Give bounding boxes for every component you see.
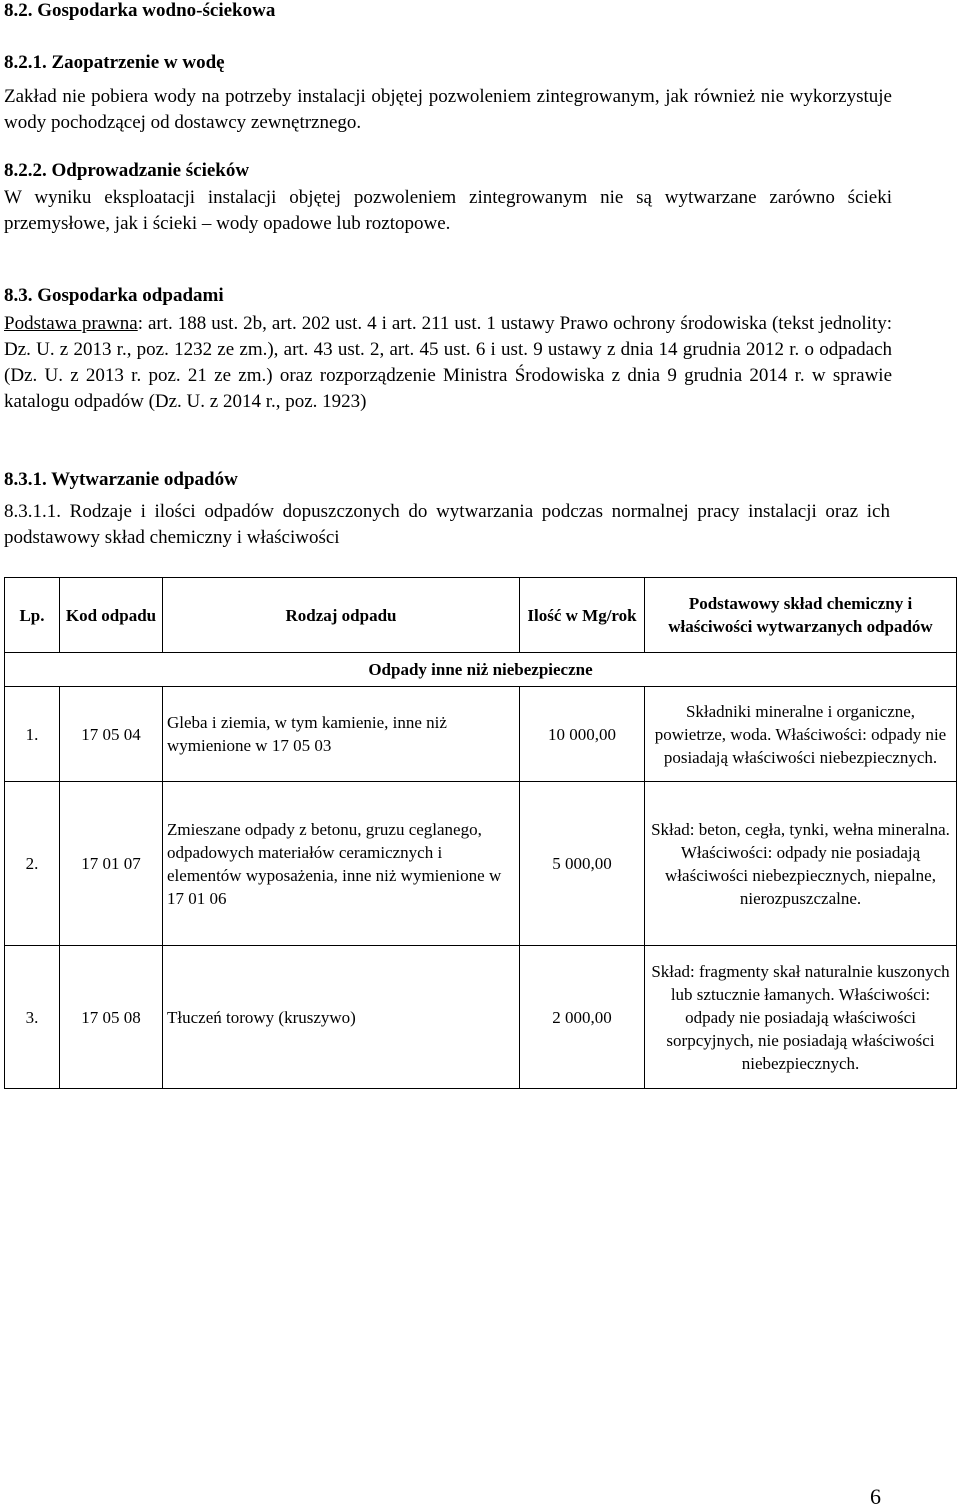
section-8-2-2-body: W wyniku eksploatacji instalacji objętej pozwoleniem zintegrowanym nie są wytwarzane zarówno ścieki przemysłowe, jak i ścieki – wody opadowe lub roztopowe.	[4, 187, 892, 234]
table-row	[5, 687, 957, 782]
section-8-3-1-1-number: 8.3.1.1.	[4, 501, 61, 522]
section-8-3-heading: 8.3. Gospodarka odpadami	[4, 285, 224, 306]
section-8-2-1-heading: 8.2.1. Zaopatrzenie w wodę	[4, 52, 225, 73]
header-kod: Kod odpadu	[60, 578, 163, 653]
cell-rodzaj: Zmieszane odpady z betonu, gruzu ceglanego, odpadowych materiałów ceramicznych i elementów wyposażenia, inne niż wymienione w 17 01 06	[163, 782, 520, 946]
section-8-2-2-heading: 8.2.2. Odprowadzanie ścieków	[4, 160, 250, 181]
cell-sklad: Skład: fragmenty skał naturalnie kuszonych lub sztucznie łamanych. Właściwości: odpady nie posiadają właściwości sorpcyjnych, nie posiadają właściwości niebezpiecznych.	[645, 946, 957, 1089]
table-row	[5, 946, 957, 1089]
table-group-row	[5, 653, 957, 687]
legal-basis-text: : art. 188 ust. 2b, art. 202 ust. 4 i art. 211 ust. 1 ustawy Prawo ochrony środowiska (tekst jednolity: Dz. U. z 2013 r., poz. 1232 ze zm.), art. 43 ust. 2, art. 45 ust. 6 i ust. 9 ustawy z dnia 14 grudnia 2012 r. o odpadach (Dz. U. z 2013 r. poz. 21 ze zm.) oraz rozporządzenie Ministra Środowiska z dnia 9 grudnia 2014 r. w sprawie katalogu odpadów (Dz. U. z 2014 r., poz. 1923)	[4, 313, 892, 412]
cell-rodzaj: Tłuczeń torowy (kruszywo)	[163, 946, 520, 1089]
cell-ilosc: 10 000,00	[520, 687, 645, 782]
cell-lp: 3.	[5, 946, 60, 1089]
cell-lp: 1.	[5, 687, 60, 782]
cell-lp: 2.	[5, 782, 60, 946]
cell-kod: 17 05 08	[60, 946, 163, 1089]
legal-basis-paragraph	[4, 311, 892, 415]
section-8-3-1-1-paragraph	[4, 499, 890, 551]
header-lp: Lp.	[5, 578, 60, 653]
section-8-2-heading: 8.2. Gospodarka wodno-ściekowa	[4, 0, 276, 21]
page-number: 6	[870, 1484, 881, 1509]
cell-rodzaj: Gleba i ziemia, w tym kamienie, inne niż wymienione w 17 05 03	[163, 687, 520, 782]
legal-basis-label: Podstawa prawna	[4, 313, 138, 334]
cell-sklad: Składniki mineralne i organiczne, powietrze, woda. Właściwości: odpady nie posiadają właściwości niebezpiecznych.	[645, 687, 957, 782]
waste-table	[4, 577, 957, 1089]
cell-kod: 17 05 04	[60, 687, 163, 782]
group-label: Odpady inne niż niebezpieczne	[5, 653, 957, 687]
section-8-3-1-heading: 8.3.1. Wytwarzanie odpadów	[4, 469, 238, 490]
table-row	[5, 782, 957, 946]
header-sklad: Podstawowy skład chemiczny i właściwości wytwarzanych odpadów	[645, 578, 957, 653]
table-header-row	[5, 578, 957, 653]
section-8-2-1-body: Zakład nie pobiera wody na potrzeby instalacji objętej pozwoleniem zintegrowanym, jak również nie wykorzystuje wody pochodzącej od dostawcy zewnętrznego.	[4, 86, 892, 133]
section-8-3-1-1-body: Rodzaje i ilości odpadów dopuszczonych do wytwarzania podczas normalnej pracy instalacji oraz ich podstawowy skład chemiczny i właściwości	[4, 501, 890, 548]
cell-ilosc: 5 000,00	[520, 782, 645, 946]
cell-sklad: Skład: beton, cegła, tynki, wełna mineralna. Właściwości: odpady nie posiadają właściwości niebezpiecznych, niepalne, nierozpuszczalne.	[645, 782, 957, 946]
header-ilosc: Ilość w Mg/rok	[520, 578, 645, 653]
header-rodzaj: Rodzaj odpadu	[163, 578, 520, 653]
cell-kod: 17 01 07	[60, 782, 163, 946]
cell-ilosc: 2 000,00	[520, 946, 645, 1089]
